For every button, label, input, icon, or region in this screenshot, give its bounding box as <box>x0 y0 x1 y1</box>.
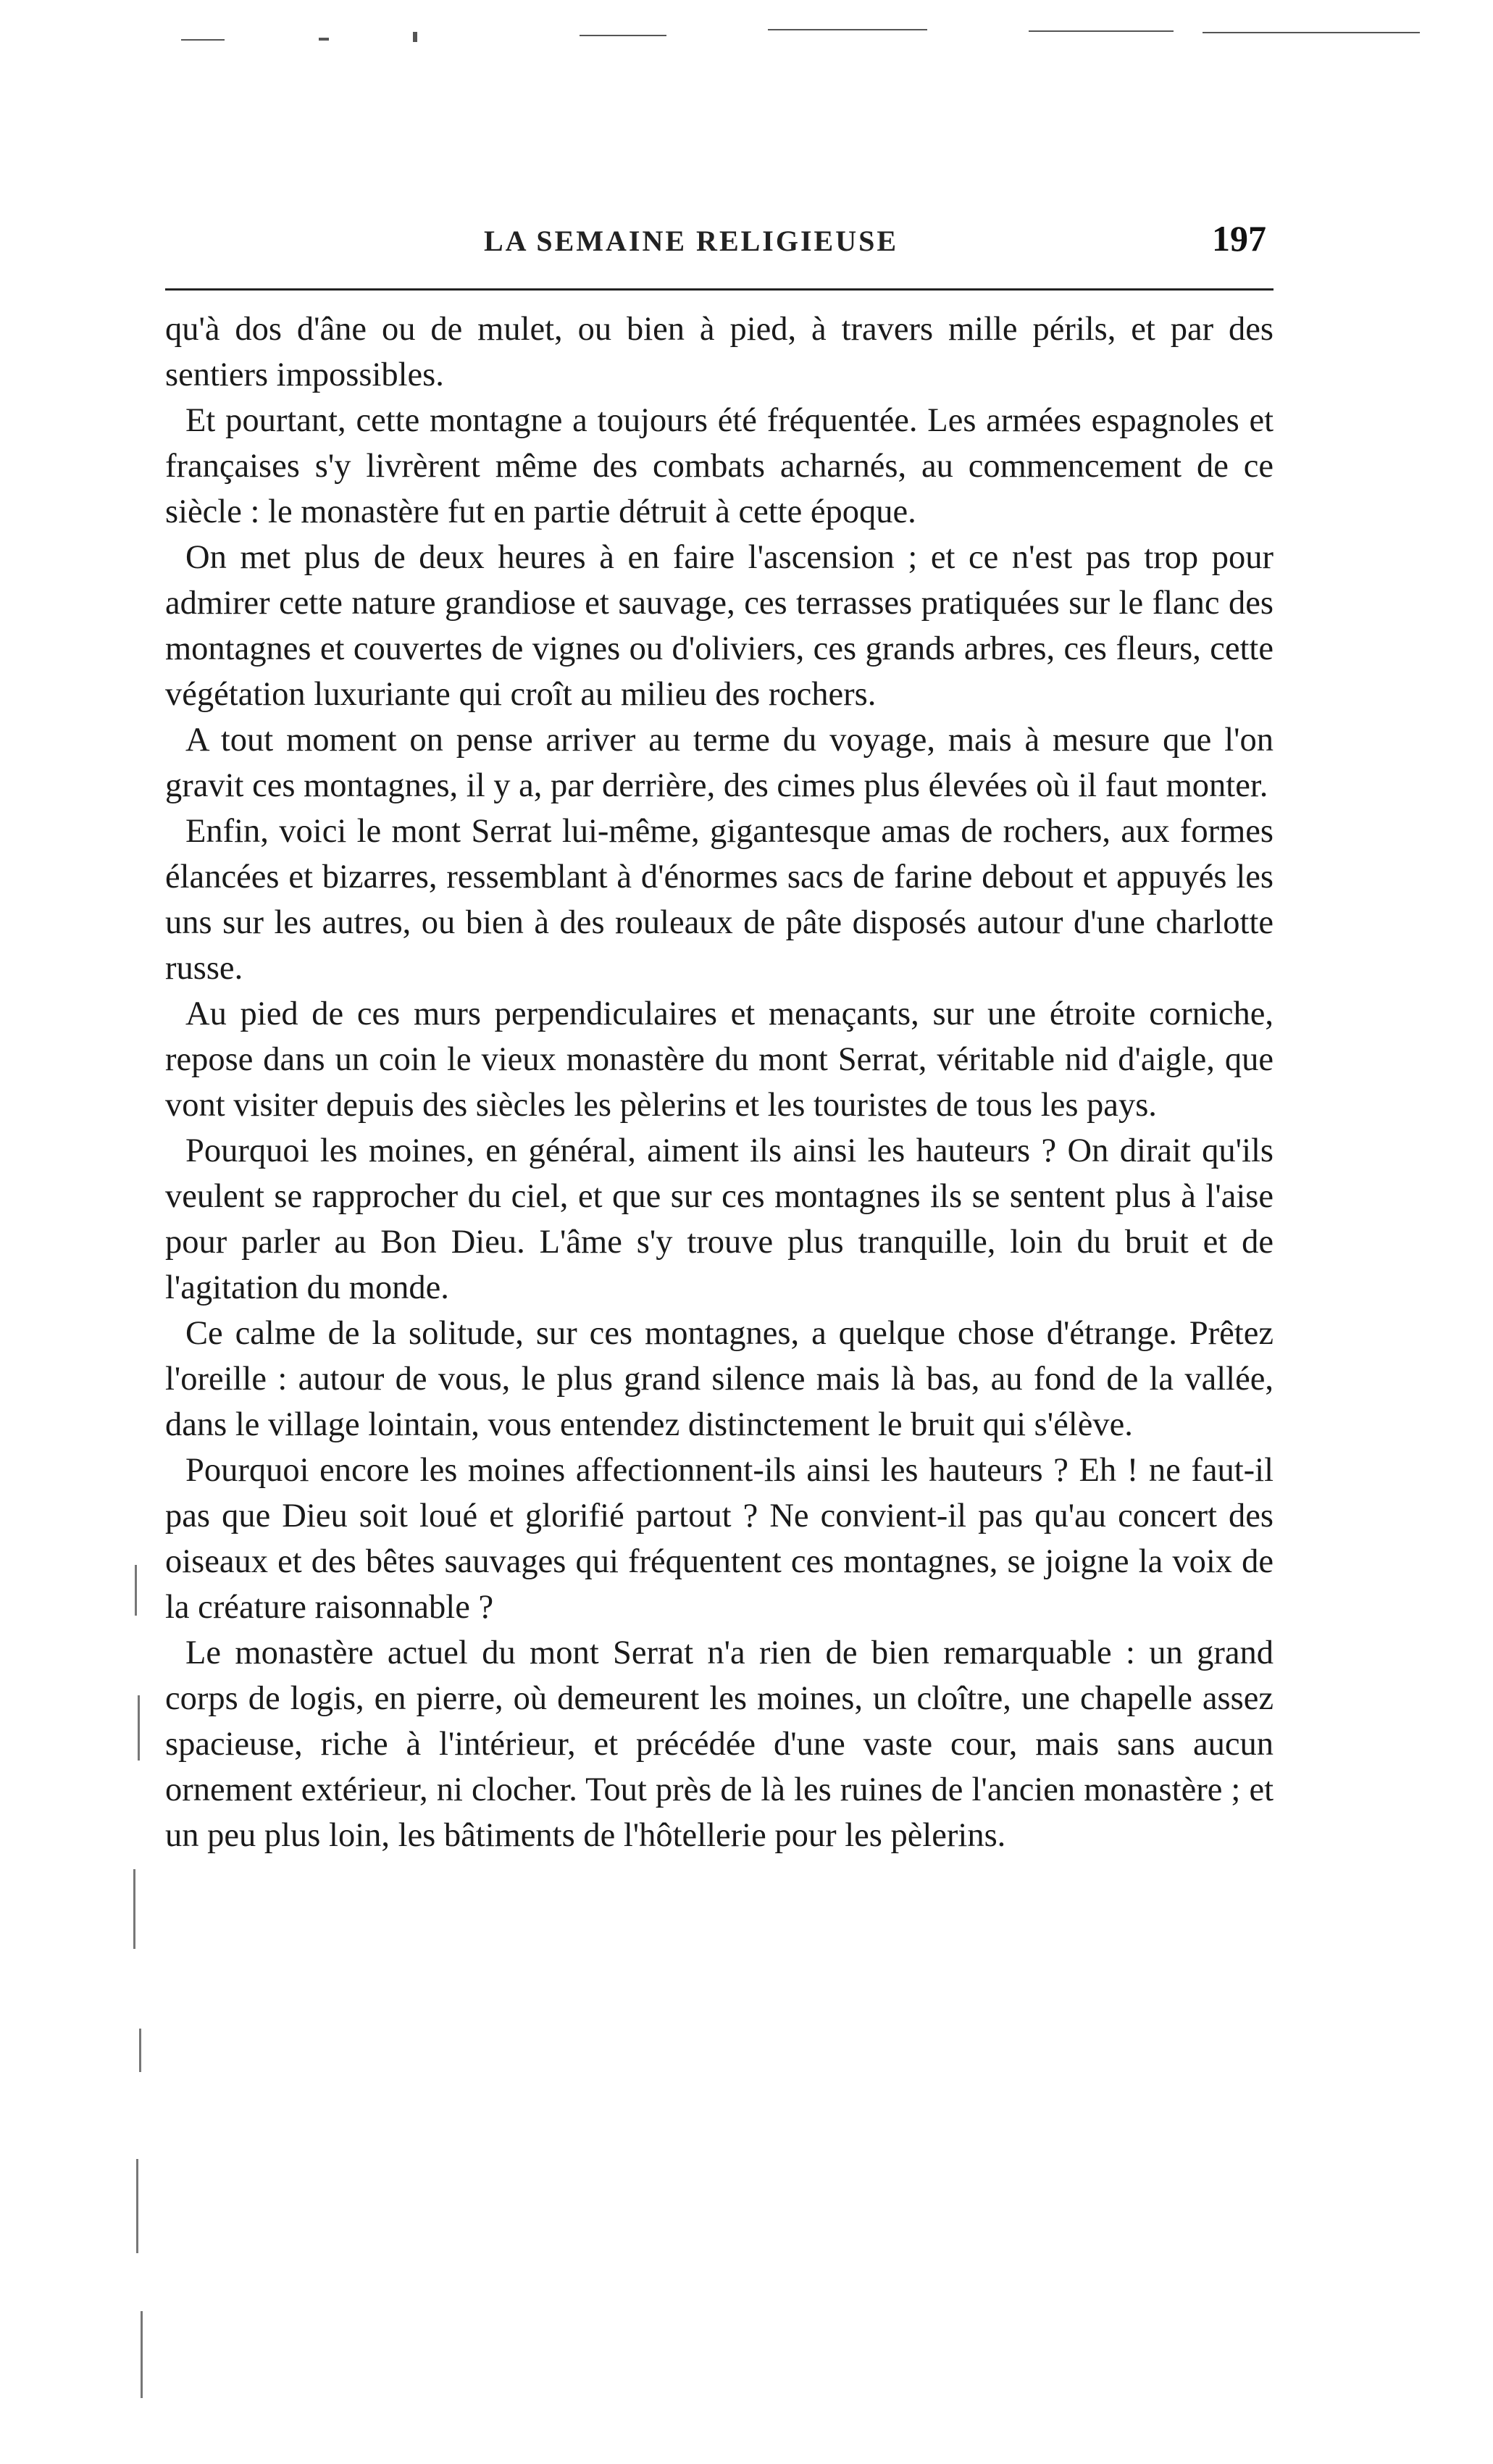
paragraph-2: Et pourtant, cette montagne a toujours été fréquentée. Les armées espagnoles et françaises s'y livrèrent même des combats acharnés, au commencement de ce siècle : le monastère fut en partie détruit à cette époque. <box>165 402 1274 530</box>
paragraph-5: Enfin, voici le mont Serrat lui-même, gigantesque amas de rochers, aux formes élancées et bizarres, ressemblant à d'énormes sacs de farine debout et appuyés les uns sur les autres, ou bien à des rouleaux de pâte disposés autour d'une charlotte russe. <box>165 813 1274 987</box>
paragraph-8: Ce calme de la solitude, sur ces montagnes, a quelque chose d'étrange. Prêtez l'oreille : autour de vous, le plus grand silence mais là bas, au fond de la vallée, dans le village lointain, vous entendez distinctement le bruit qui s'élève. <box>165 1315 1274 1443</box>
paragraph-10: Le monastère actuel du mont Serrat n'a rien de bien remarquable : un grand corps de logis, en pierre, où demeurent les moines, un cloître, une chapelle assez spacieuse, riche à l'intérieur, et précédée d'une vaste cour, mais sans aucun ornement extérieur, ni clocher. Tout près de là les ruines de l'ancien monastère ; et un peu plus loin, les bâtiments de l'hôtellerie pour les pèlerins. <box>165 1634 1274 1854</box>
page-header <box>165 217 1274 275</box>
binding-edge-marks <box>130 1565 159 2434</box>
paragraph-1: qu'à dos d'âne ou de mulet, ou bien à pied, à travers mille périls, et par des sentiers impossibles. <box>165 311 1274 393</box>
paragraph-9: Pourquoi encore les moines affectionnent-ils ainsi les hauteurs ? Eh ! ne faut-il pas que Dieu soit loué et glorifié partout ? Ne convient-il pas qu'au concert des oiseaux et des bêtes sauvages qui fréquentent ces montagnes, se joigne la voix de la créature raisonnable ? <box>165 1452 1274 1626</box>
book-page <box>165 217 1274 1858</box>
paragraph-4: A tout moment on pense arriver au terme du voyage, mais à mesure que l'on gravit ces montagnes, il y a, par derrière, des cimes plus élevées où il faut monter. <box>165 722 1274 804</box>
page-number: 197 <box>1212 218 1266 259</box>
running-head: LA SEMAINE RELIGIEUSE <box>484 225 899 257</box>
body-text <box>165 306 1274 1858</box>
paragraph-6: Au pied de ces murs perpendiculaires et menaçants, sur une étroite corniche, repose dans un coin le vieux monastère du mont Serrat, véritable nid d'aigle, que vont visiter depuis des siècles les pèlerins et les touristes de tous les pays. <box>165 995 1274 1124</box>
scan-noise <box>174 10 1449 54</box>
header-rule <box>165 288 1274 291</box>
paragraph-7: Pourquoi les moines, en général, aiment ils ainsi les hauteurs ? On dirait qu'ils veulent se rapprocher du ciel, et que sur ces montagnes ils se sentent plus à l'aise pour parler au Bon Dieu. L'âme s'y trouve plus tranquille, loin du bruit et de l'agitation du monde. <box>165 1132 1274 1306</box>
paragraph-3: On met plus de deux heures à en faire l'ascension ; et ce n'est pas trop pour admirer cette nature grandiose et sauvage, ces terrasses pratiquées sur le flanc des montagnes et couvertes de vignes ou d'oliviers, ces grands arbres, ces fleurs, cette végétation luxuriante qui croît au milieu des rochers. <box>165 539 1274 713</box>
